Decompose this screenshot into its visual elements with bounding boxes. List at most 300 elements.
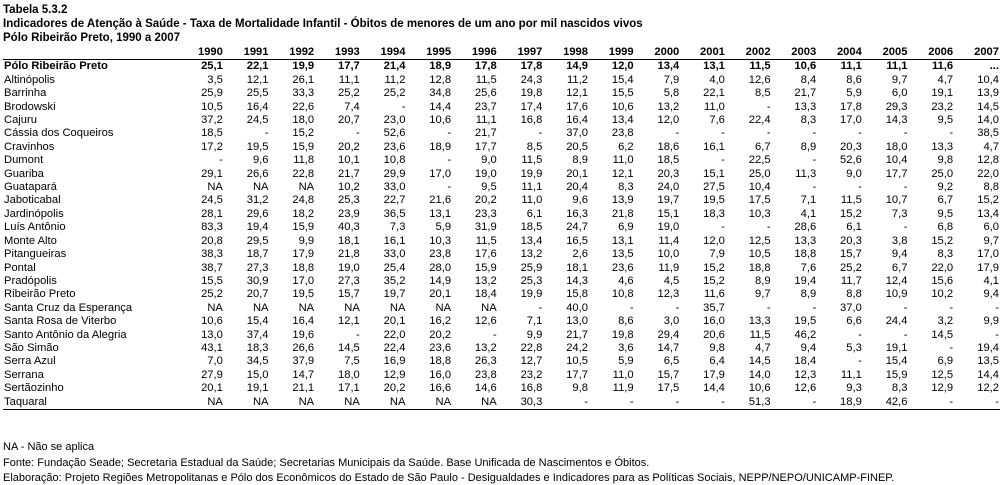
year-header-1994: 1994 — [361, 46, 407, 60]
value-cell: 18,7 — [246, 248, 269, 261]
value-cell: 17,7 — [566, 368, 588, 381]
value-cell: 13,4 — [657, 60, 680, 73]
value-cell: 20,2 — [429, 328, 452, 341]
value-cell: 17,0 — [429, 167, 452, 180]
value-cell: 17,0 — [292, 274, 315, 287]
value-cell: NA — [481, 301, 497, 314]
value-cell: 4,6 — [618, 274, 634, 287]
mortality-table — [3, 46, 1000, 410]
value-cell: - — [903, 328, 908, 341]
value-cell: NA — [452, 396, 498, 410]
value-cell: 8,8 — [983, 181, 999, 194]
value-cell: 5,9 — [618, 355, 634, 368]
value-cell: 20,3 — [840, 140, 862, 153]
value-cell: - — [264, 127, 269, 140]
value-cell: NA — [298, 301, 315, 314]
value-cell: 19,0 — [657, 221, 680, 234]
row-name-cell: Cássia dos Coqueiros — [4, 127, 114, 140]
row-name-cell: Sertãozinho — [4, 382, 64, 395]
table-row — [3, 288, 1000, 301]
row-name-cell: Pontal — [4, 261, 36, 274]
value-cell: 23,8 — [429, 248, 452, 261]
value-cell: 20,3 — [840, 234, 862, 247]
value-cell: 19,4 — [794, 274, 817, 287]
table-subtitle: Pólo Ribeirão Preto, 1990 a 2007 — [3, 32, 181, 44]
value-cell: 23,2 — [520, 368, 543, 381]
value-cell: 18,9 — [429, 60, 452, 73]
value-cell: 9,8 — [709, 341, 725, 354]
table-row — [3, 114, 1000, 127]
value-cell: 14,7 — [292, 368, 315, 381]
value-cell: 6,4 — [709, 355, 725, 368]
value-cell: 21,7 — [794, 87, 817, 100]
value-cell: 27,3 — [246, 261, 269, 274]
value-cell: 14,0 — [977, 114, 999, 127]
value-cell: 14,7 — [657, 341, 680, 354]
value-cell: 19,0 — [474, 167, 497, 180]
value-cell: 11,8 — [293, 154, 315, 167]
value-cell: 18,4 — [474, 288, 497, 301]
table-row — [3, 141, 1000, 154]
value-cell: 18,8 — [292, 261, 315, 274]
value-cell: 5,3 — [846, 341, 862, 354]
value-cell: 25,0 — [931, 167, 954, 180]
value-cell: 33,0 — [383, 248, 406, 261]
value-cell: 9,5 — [937, 114, 954, 127]
value-cell: 13,2 — [474, 274, 497, 287]
value-cell: 14,3 — [885, 114, 908, 127]
value-cell: 10,5 — [201, 100, 223, 113]
row-name-cell: Brodowski — [4, 100, 56, 113]
value-cell: 11,1 — [475, 114, 497, 127]
value-cell: 9,4 — [891, 248, 908, 261]
value-cell: - — [812, 301, 817, 314]
row-name-cell: Santa Rosa de Viterbo — [4, 315, 117, 328]
table-row — [3, 168, 1000, 181]
value-cell: 15,2 — [840, 207, 862, 220]
value-cell: NA — [270, 396, 316, 410]
value-cell: 25,3 — [520, 274, 543, 287]
value-cell: 23,9 — [338, 207, 360, 220]
value-cell: 20,1 — [566, 167, 588, 180]
value-cell: 15,9 — [292, 140, 315, 153]
value-cell: 15,5 — [611, 87, 634, 100]
value-cell: 23,8 — [474, 368, 497, 381]
table-row — [3, 369, 1000, 382]
value-cell: 43,1 — [201, 341, 223, 354]
value-cell: 7,1 — [526, 315, 543, 328]
value-cell: 19,5 — [794, 315, 817, 328]
value-cell: 9,5 — [481, 181, 497, 194]
value-cell: 13,1 — [611, 234, 634, 247]
value-cell: 22,1 — [703, 87, 725, 100]
value-cell: 13,5 — [611, 248, 634, 261]
row-name-cell: Cajuru — [4, 114, 37, 127]
value-cell: 25,2 — [383, 87, 406, 100]
value-cell: NA — [207, 181, 223, 194]
value-cell: 38,7 — [201, 261, 223, 274]
value-cell: NA — [252, 181, 269, 194]
value-cell: 16,4 — [246, 100, 269, 113]
value-cell: 23,3 — [474, 207, 497, 220]
value-cell: 17,0 — [840, 114, 862, 127]
value-cell: NA — [298, 181, 315, 194]
value-cell: 35,2 — [383, 274, 406, 287]
value-cell: - — [538, 301, 543, 314]
row-name-cell: Ribeirão Preto — [4, 288, 76, 301]
value-cell: 13,3 — [931, 140, 954, 153]
row-name-cell: Jardinópolis — [4, 207, 64, 220]
value-cell: 7,4 — [344, 100, 360, 113]
value-cell: 12,1 — [566, 87, 588, 100]
value-cell: 12,9 — [931, 382, 954, 395]
value-cell: 18,0 — [885, 140, 908, 153]
value-cell: 10,2 — [338, 181, 360, 194]
value-cell: 22,8 — [520, 341, 543, 354]
value-cell: 11,1 — [840, 368, 862, 381]
value-cell: - — [858, 181, 862, 194]
value-cell: 9,3 — [846, 382, 862, 395]
value-cell: 22,1 — [246, 60, 269, 73]
value-cell: 17,2 — [201, 140, 223, 153]
note-na: NA - Não se aplica — [3, 441, 95, 453]
row-name-cell: Taquaral — [3, 396, 178, 410]
value-cell: 10,0 — [657, 248, 680, 261]
value-cell: 14,4 — [977, 368, 999, 381]
year-header-1990: 1990 — [178, 46, 224, 60]
value-cell: - — [538, 127, 543, 140]
value-cell: 14,9 — [566, 60, 588, 73]
value-cell: 29,3 — [885, 100, 908, 113]
value-cell: 8,3 — [800, 114, 817, 127]
value-cell: NA — [224, 396, 270, 410]
value-cell: 10,5 — [566, 355, 588, 368]
value-cell: - — [721, 154, 725, 167]
value-cell: 22,4 — [383, 341, 406, 354]
value-cell: 26,1 — [292, 73, 315, 86]
value-cell: 29,5 — [246, 234, 269, 247]
value-cell: - — [356, 328, 360, 341]
year-header-2002: 2002 — [726, 46, 772, 60]
value-cell: 19,1 — [246, 382, 269, 395]
value-cell: 11,0 — [612, 368, 634, 381]
table-body — [3, 60, 1000, 410]
note-source: Fonte: Fundação Seade; Secretaria Estadual da Saúde; Secretarias Municipais da Saúde. Base Unificada de Nascimentos e Óbitos. — [3, 457, 650, 469]
value-cell: 37,0 — [840, 301, 862, 314]
table-row — [3, 315, 1000, 328]
value-cell: 23,6 — [383, 140, 406, 153]
value-cell: 36,5 — [383, 207, 406, 220]
value-cell: 23,2 — [931, 100, 954, 113]
value-cell: - — [766, 127, 771, 140]
value-cell: - — [766, 301, 771, 314]
value-cell: - — [766, 100, 771, 113]
value-cell: - — [543, 396, 589, 410]
value-cell: - — [858, 328, 862, 341]
value-cell: 13,4 — [611, 114, 634, 127]
row-name-cell: Serrana — [4, 368, 44, 381]
value-cell: 22,6 — [292, 100, 315, 113]
value-cell: 9,8 — [572, 382, 588, 395]
value-cell: 11,1 — [338, 73, 360, 86]
value-cell: 11,2 — [567, 73, 588, 86]
value-cell: - — [903, 301, 908, 314]
value-cell: 26,3 — [474, 355, 497, 368]
value-cell: 24,4 — [885, 315, 908, 328]
value-cell: 22,0 — [931, 261, 954, 274]
value-cell: 12,8 — [977, 154, 999, 167]
row-name-cell: Barrinha — [4, 87, 47, 100]
value-cell: 10,3 — [429, 234, 452, 247]
value-cell: 19,4 — [977, 341, 999, 354]
value-cell: 12,3 — [794, 368, 817, 381]
value-cell: - — [721, 221, 725, 234]
value-cell: NA — [361, 396, 407, 410]
value-cell: 9,0 — [846, 167, 862, 180]
value-cell: - — [949, 301, 954, 314]
value-cell: 13,2 — [657, 100, 680, 113]
value-cell: NA — [252, 301, 269, 314]
value-cell: 9,5 — [937, 207, 954, 220]
value-cell: 16,0 — [429, 368, 452, 381]
value-cell: 16,1 — [703, 140, 725, 153]
value-cell: 6,5 — [663, 355, 680, 368]
value-cell: 11,5 — [475, 234, 497, 247]
value-cell: 15,4 — [885, 355, 908, 368]
value-cell: 30,9 — [246, 274, 269, 287]
value-cell: 12,1 — [611, 167, 634, 180]
value-cell: 52,6 — [383, 127, 406, 140]
value-cell: 18,4 — [794, 355, 817, 368]
value-cell: 4,0 — [709, 73, 725, 86]
value-cell: 15,1 — [703, 167, 725, 180]
value-cell: 19,7 — [383, 288, 406, 301]
value-cell: 9,7 — [983, 234, 999, 247]
value-cell: 26,6 — [246, 167, 269, 180]
value-cell: 16,5 — [566, 234, 588, 247]
value-cell: 8,8 — [846, 288, 862, 301]
value-cell: 46,2 — [794, 328, 817, 341]
value-cell: 15,7 — [840, 248, 862, 261]
value-cell: 17,6 — [566, 100, 588, 113]
value-cell: 17,8 — [840, 100, 862, 113]
value-cell: 22,4 — [748, 114, 771, 127]
value-cell: 21,7 — [474, 127, 497, 140]
value-cell: 6,7 — [754, 140, 771, 153]
value-cell: 11,3 — [795, 167, 817, 180]
value-cell: 11,5 — [521, 154, 543, 167]
value-cell: 3,0 — [663, 315, 680, 328]
row-name-cell: Jaboticabal — [4, 194, 61, 207]
value-cell: 10,6 — [794, 60, 817, 73]
value-cell: 18,3 — [246, 341, 269, 354]
row-name-cell: Santo Antônio da Alegria — [4, 328, 127, 341]
value-cell: 17,0 — [977, 248, 999, 261]
value-cell: 16,8 — [520, 114, 543, 127]
value-cell: 8,9 — [800, 288, 817, 301]
value-cell: 18,5 — [201, 127, 223, 140]
year-header-2003: 2003 — [772, 46, 818, 60]
value-cell: 8,5 — [526, 140, 543, 153]
value-cell: 13,0 — [566, 315, 588, 328]
value-cell: 17,8 — [474, 60, 497, 73]
table-row — [3, 154, 1000, 167]
value-cell: 22,5 — [748, 154, 771, 167]
value-cell: 83,3 — [201, 221, 223, 234]
value-cell: 14,5 — [931, 328, 954, 341]
value-cell: 15,1 — [657, 207, 680, 220]
value-cell: - — [772, 396, 818, 410]
value-cell: 6,1 — [526, 207, 543, 220]
value-cell: 15,5 — [201, 274, 223, 287]
table-row — [3, 101, 1000, 114]
value-cell: 8,9 — [754, 274, 771, 287]
value-cell: 9,9 — [298, 234, 315, 247]
value-cell: 18,8 — [794, 248, 817, 261]
value-cell: 10,5 — [748, 248, 771, 261]
value-cell: 12,8 — [429, 73, 452, 86]
value-cell: - — [949, 127, 954, 140]
value-cell: 17,5 — [657, 382, 680, 395]
value-cell: 7,5 — [344, 355, 360, 368]
value-cell: - — [447, 181, 452, 194]
value-cell: - — [766, 221, 771, 234]
value-cell: 20,2 — [474, 194, 497, 207]
row-name-cell: Dumont — [4, 154, 44, 167]
value-cell: 33,3 — [292, 87, 315, 100]
value-cell: 7,3 — [891, 207, 908, 220]
value-cell: 24,8 — [292, 194, 315, 207]
value-cell: 17,5 — [748, 194, 771, 207]
value-cell: 23,6 — [429, 341, 452, 354]
value-cell: 13,5 — [977, 355, 999, 368]
value-cell: 19,6 — [292, 328, 315, 341]
value-cell: 11,6 — [703, 288, 725, 301]
value-cell: 35,7 — [703, 301, 725, 314]
value-cell: 10,2 — [931, 288, 954, 301]
value-cell: NA — [207, 301, 223, 314]
value-cell: 12,3 — [657, 288, 680, 301]
value-cell: 10,8 — [383, 154, 406, 167]
value-cell: 19,8 — [520, 87, 543, 100]
value-cell: 20,5 — [566, 140, 588, 153]
value-cell: 10,1 — [338, 154, 360, 167]
value-cell: 25,1 — [201, 60, 223, 73]
value-cell: 37,4 — [246, 328, 269, 341]
value-cell: - — [680, 396, 726, 410]
value-cell: 22,0 — [383, 328, 406, 341]
year-header-1991: 1991 — [224, 46, 270, 60]
value-cell: 12,0 — [611, 60, 634, 73]
value-cell: 8,3 — [618, 181, 634, 194]
value-cell: 10,4 — [885, 154, 908, 167]
row-name-cell: Monte Alto — [4, 234, 57, 247]
value-cell: 24,7 — [566, 221, 588, 234]
value-cell: 15,2 — [703, 261, 725, 274]
value-cell: 25,9 — [520, 261, 543, 274]
value-cell: 9,0 — [481, 154, 497, 167]
value-cell: 11,0 — [612, 154, 634, 167]
row-name-cell: Serra Azul — [4, 355, 56, 368]
year-header-2005: 2005 — [863, 46, 909, 60]
value-cell: 4,1 — [800, 207, 817, 220]
value-cell: 7,6 — [800, 261, 817, 274]
year-header-2006: 2006 — [908, 46, 954, 60]
value-cell: 28,0 — [429, 261, 452, 274]
value-cell: 4,1 — [983, 274, 999, 287]
value-cell: 11,2 — [384, 73, 406, 86]
value-cell: 13,1 — [429, 207, 452, 220]
value-cell: 24,3 — [520, 73, 543, 86]
value-cell: - — [675, 301, 680, 314]
table-row — [3, 235, 1000, 248]
row-name-cell: Altinópolis — [4, 73, 55, 86]
value-cell: 40,0 — [566, 301, 588, 314]
table-row — [3, 382, 1000, 395]
value-cell: 27,3 — [338, 274, 360, 287]
table-title: Indicadores de Atenção à Saúde - Taxa de Mortalidade Infantil - Óbitos de menores de um ano por mil nascidos vivos — [3, 18, 643, 30]
note-elaboration: Elaboração: Projeto Regiões Metropolitanas e Pólo dos Econômicos do Estado de São Paulo - Desigualdades e Indicadores para as Políticas Sociais, NEPP/NEPO/UNICAMP-FINEP. — [3, 472, 895, 484]
value-cell: 9,6 — [252, 154, 269, 167]
value-cell: 7,6 — [709, 114, 725, 127]
value-cell: 11,7 — [840, 274, 862, 287]
value-cell: 14,4 — [429, 100, 452, 113]
value-cell: 20,1 — [201, 382, 223, 395]
table-row — [3, 87, 1000, 100]
value-cell: 31,2 — [246, 194, 269, 207]
table-row — [3, 329, 1000, 342]
value-cell: 11,9 — [612, 382, 634, 395]
value-cell: 15,0 — [246, 368, 269, 381]
value-cell: - — [812, 154, 817, 167]
value-cell: 10,6 — [611, 100, 634, 113]
value-cell: - — [908, 396, 954, 410]
value-cell: 9,9 — [983, 315, 999, 328]
value-cell: 29,6 — [246, 207, 269, 220]
value-cell: 20,1 — [429, 288, 452, 301]
value-cell: NA — [389, 301, 406, 314]
value-cell: 38,5 — [977, 127, 999, 140]
value-cell: 29,1 — [201, 167, 223, 180]
value-cell: 17,6 — [474, 248, 497, 261]
value-cell: 12,6 — [794, 382, 817, 395]
value-cell: 5,8 — [663, 87, 680, 100]
value-cell: 6,8 — [937, 221, 954, 234]
value-cell: - — [492, 328, 497, 341]
value-cell: 17,9 — [977, 261, 999, 274]
value-cell: 21,7 — [338, 167, 360, 180]
value-cell: 22,8 — [292, 167, 315, 180]
header-name-cell — [3, 46, 178, 60]
value-cell: 28,6 — [794, 221, 817, 234]
value-cell: 18,8 — [748, 261, 771, 274]
value-cell: 10,8 — [611, 288, 634, 301]
value-cell: 25,2 — [840, 261, 862, 274]
value-cell: 8,4 — [800, 73, 817, 86]
row-name-cell: Pradópolis — [4, 274, 57, 287]
year-header-1996: 1996 — [452, 46, 498, 60]
value-cell: - — [721, 127, 725, 140]
value-cell: - — [401, 100, 406, 113]
table-row — [3, 221, 1000, 234]
value-cell: 9,4 — [983, 288, 999, 301]
value-cell: 23,6 — [611, 261, 634, 274]
value-cell: NA — [344, 301, 360, 314]
table-row — [3, 275, 1000, 288]
value-cell: 6,7 — [937, 194, 954, 207]
value-cell: - — [812, 127, 817, 140]
value-cell: 15,4 — [611, 73, 634, 86]
